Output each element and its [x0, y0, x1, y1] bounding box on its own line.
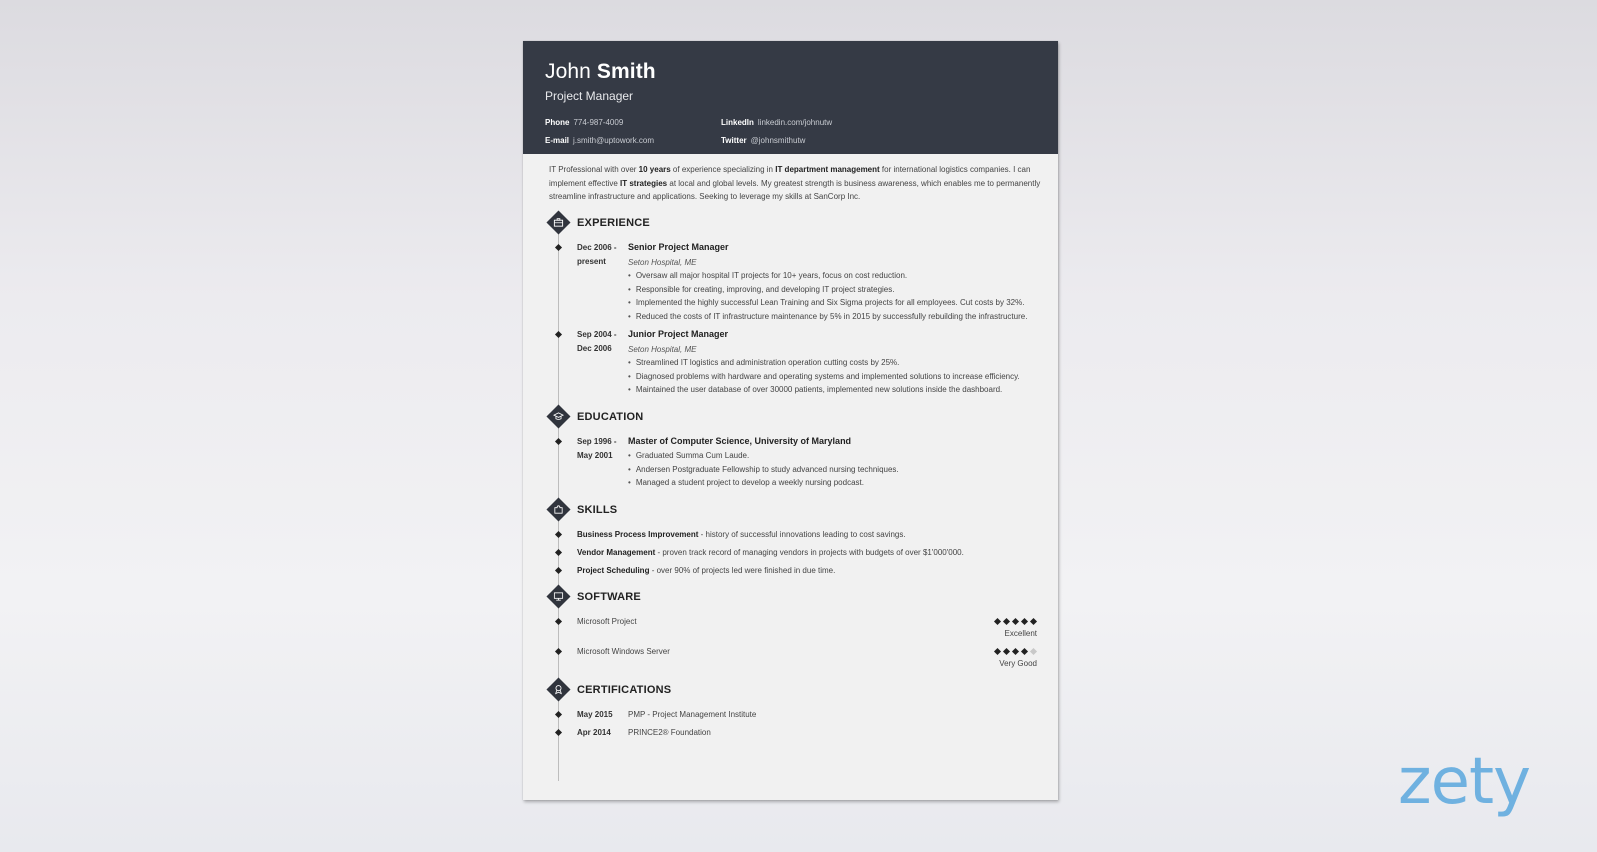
- rating-diamond: [1021, 618, 1028, 625]
- timeline-dot: [555, 729, 562, 736]
- software-rating: [994, 648, 1037, 655]
- monitor-icon: [546, 584, 570, 608]
- timeline-dot: [555, 244, 562, 251]
- profile-summary: IT Professional with over 10 years of experience specializing in IT department management for international logistics companies. I can implement effective IT strategies at local and global levels. My greatest strength is business awareness, which enables me to permanently streamline infrastructure and applications. Seeking to leverage my skills at SanCorp Inc.: [549, 165, 1041, 202]
- contact-email: E-mail j.smith@uptowork.com: [545, 136, 655, 145]
- rating-diamond: [994, 618, 1001, 625]
- timeline-dot: [555, 618, 562, 625]
- rating-diamond: [1012, 618, 1019, 625]
- certification-name: PRINCE2® Foundation: [628, 728, 711, 737]
- contact-linkedin: LinkedIn linkedin.com/johnutw: [721, 118, 833, 127]
- bullet: • Streamlined IT logistics and administration operation cutting costs by 25%.: [628, 356, 1020, 370]
- experience-org: Seton Hospital, ME: [628, 258, 697, 267]
- experience-bullets: [628, 269, 1027, 324]
- timeline-dot: [555, 648, 562, 655]
- rating-diamond: [1012, 648, 1019, 655]
- skill-item: Project Scheduling - over 90% of projects led were finished in due time.: [577, 566, 836, 575]
- bullet: • Maintained the user database of over 30000 patients, implemented new solutions inside the dashboard.: [628, 383, 1020, 397]
- candidate-title: Project Manager: [545, 89, 634, 103]
- rating-diamond: [1003, 618, 1010, 625]
- resume-page: [523, 41, 1058, 800]
- contact-phone: Phone 774-987-4009: [545, 118, 624, 127]
- experience-org: Seton Hospital, ME: [628, 345, 697, 354]
- candidate-name: John Smith: [545, 60, 656, 83]
- bullet: • Reduced the costs of IT infrastructure maintenance by 5% in 2015 by successfully rebuilding the infrastructure.: [628, 310, 1027, 324]
- timeline-dot: [555, 531, 562, 538]
- software-rating-label: Very Good: [999, 659, 1037, 668]
- bullet: • Andersen Postgraduate Fellowship to study advanced nursing techniques.: [628, 463, 899, 477]
- experience-bullets: [628, 356, 1020, 397]
- timeline-dot: [555, 711, 562, 718]
- software-name: Microsoft Project: [577, 617, 637, 626]
- section-title-certifications: CERTIFICATIONS: [577, 684, 672, 696]
- experience-title: Junior Project Manager: [628, 329, 729, 339]
- rating-diamond: [1003, 648, 1010, 655]
- software-rating: [994, 618, 1037, 625]
- rating-diamond: [1021, 648, 1028, 655]
- rating-diamond: [994, 648, 1001, 655]
- bullet: • Oversaw all major hospital IT projects for 10+ years, focus on cost reduction.: [628, 269, 1027, 283]
- bullet: • Graduated Summa Cum Laude.: [628, 449, 899, 463]
- bullet: • Responsible for creating, improving, and developing IT project strategies.: [628, 283, 1027, 297]
- section-title-software: SOFTWARE: [577, 591, 641, 603]
- timeline-dot: [555, 549, 562, 556]
- certificate-icon: [546, 677, 570, 701]
- education-date: Sep 1996 - May 2001: [577, 437, 617, 460]
- certification-date: May 2015: [577, 710, 613, 719]
- software-name: Microsoft Windows Server: [577, 647, 670, 656]
- experience-date: Dec 2006 - present: [577, 243, 617, 266]
- puzzle-icon: [546, 497, 570, 521]
- education-bullets: [628, 449, 899, 490]
- certification-date: Apr 2014: [577, 728, 611, 737]
- experience-title: Senior Project Manager: [628, 242, 729, 252]
- timeline-dot: [555, 331, 562, 338]
- resume-header: [523, 41, 1058, 154]
- skill-item: Vendor Management - proven track record of managing vendors in projects with budgets of over $1'000'000.: [577, 548, 964, 557]
- contact-twitter: Twitter @johnsmithutw: [721, 136, 806, 145]
- section-title-education: EDUCATION: [577, 411, 644, 423]
- skill-item: Business Process Improvement - history of successful innovations leading to cost savings.: [577, 530, 906, 539]
- timeline-dot: [555, 438, 562, 445]
- rating-diamond-empty: [1030, 648, 1037, 655]
- rating-diamond: [1030, 618, 1037, 625]
- graduation-cap-icon: [546, 404, 570, 428]
- software-rating-label: Excellent: [1004, 629, 1037, 638]
- section-title-skills: SKILLS: [577, 504, 618, 516]
- section-title-experience: EXPERIENCE: [577, 217, 650, 229]
- bullet: • Diagnosed problems with hardware and operating systems and implemented solutions to increase efficiency.: [628, 370, 1020, 384]
- timeline-dot: [555, 567, 562, 574]
- bullet: • Managed a student project to develop a weekly nursing podcast.: [628, 476, 899, 490]
- experience-date: Sep 2004 - Dec 2006: [577, 330, 617, 353]
- briefcase-icon: [546, 210, 570, 234]
- zety-logo: zety: [1398, 745, 1530, 819]
- certification-name: PMP - Project Management Institute: [628, 710, 757, 719]
- bullet: • Implemented the highly successful Lean Training and Six Sigma projects for all employees. Cut costs by 32%.: [628, 296, 1027, 310]
- education-title: Master of Computer Science, University of Maryland: [628, 436, 852, 446]
